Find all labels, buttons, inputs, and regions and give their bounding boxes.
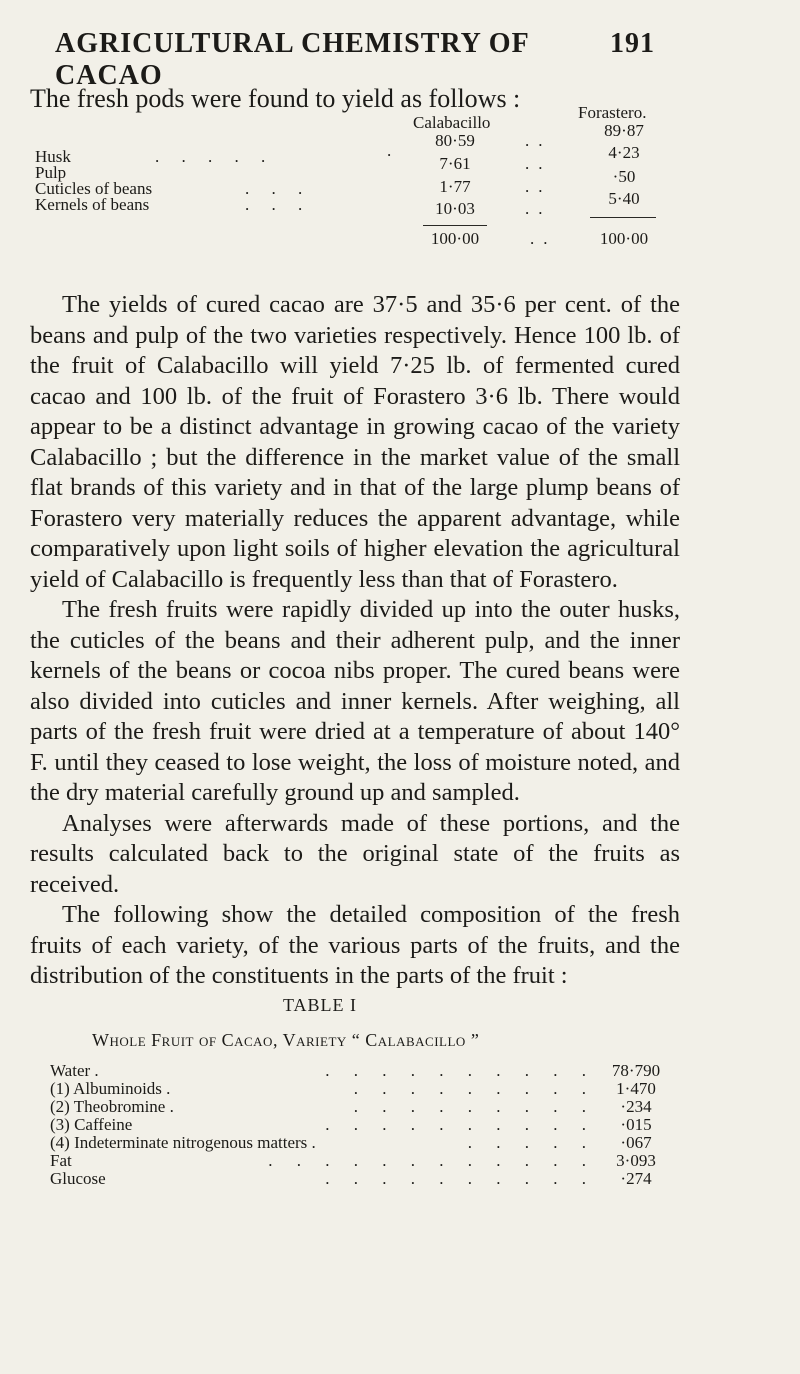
paragraph: The yields of cured cacao are 37·5 and 35·6 per cent. of the beans and pulp of the two varieties respectively. Hence 100 lb. of the fruit of Calabacillo will yield 7·25 lb. of fermented cured cacao and 100 lb. of the fruit of Forastero 3·6 lb. There would appear to be a distinct advantage in growing cacao of the variety Calabacillo ; but the difference in the market value of the small flat brands of this variety and in that of the large plump beans of Forastero very materially reduces the apparent advantage, while comparatively upon light soils of higher elevation the agricultural yield of Calabacillo is frequently less than that of Forastero. [30, 291, 680, 593]
running-head [55, 28, 655, 92]
row-label: (1) Albuminoids . [50, 1079, 171, 1098]
row-label-kernels: Kernels of beans [35, 195, 150, 214]
calabacillo-total: 100·00 [430, 229, 480, 248]
leader-dots: . . . [245, 179, 312, 198]
paragraph: Analyses were afterwards made of these portions, and the results calculated back to the original state of the fruits as received. [30, 809, 680, 898]
forastero-kernels: 5·40 [608, 189, 640, 208]
paragraph: The following show the detailed composition of the fresh fruits of each variety, of the various parts of the fruits, and the distribution of the constituents in the parts of the fruit : [30, 901, 680, 989]
row-value: 1·470 [616, 1079, 656, 1098]
table-row [50, 1098, 670, 1116]
leader-dots: . . . . . . . . . . [325, 1115, 596, 1134]
forastero-husk: 89·87 [604, 121, 644, 140]
row-value: ·234 [620, 1097, 652, 1116]
table-row [50, 1080, 670, 1098]
calabacillo-kernels: 10·03 [435, 199, 475, 218]
total-rule-forastero [590, 217, 656, 218]
row-value: ·067 [620, 1133, 652, 1152]
leader-dots: . [387, 141, 401, 160]
row-label-cuticles: Cuticles of beans [35, 179, 153, 198]
leader-dots: . . . . . . . . . . . . [268, 1151, 596, 1170]
table-row [50, 1152, 670, 1170]
total-rule-calabacillo [423, 225, 487, 226]
forastero-total: 100·00 [599, 229, 649, 248]
leader-dots: . . . . . . . . . . [325, 1061, 596, 1080]
forastero-pulp: 4·23 [608, 143, 640, 162]
leader-dots: . . . . . . . . . . [325, 1169, 596, 1188]
pods-yield-table [35, 103, 655, 277]
paragraph: The fresh fruits were rapidly divided up into the outer husks, the cuticles of the beans and their adherent pulp, and the inner kernels of the beans or cocoa nibs proper. The cured beans were also divided into cuticles and inner kernels. After weighing, all parts of the fresh fruit were dried at a temperature of about 140° F. until they ceased to lose weight, the loss of moisture noted, and the dry material carefully ground up and sampled. [30, 596, 680, 806]
table-row [50, 1134, 670, 1152]
calabacillo-husk: 80·59 [435, 131, 475, 150]
row-value: 3·093 [616, 1151, 656, 1170]
leader-dots: .. [525, 131, 552, 150]
row-label: Glucose [50, 1169, 106, 1188]
leader-dots: . . . . . [467, 1133, 596, 1152]
forastero-cuticles: ·50 [612, 167, 636, 186]
composition-table [50, 1062, 670, 1188]
running-head-title: AGRICULTURAL CHEMISTRY OF CACAO [55, 28, 529, 91]
row-value: ·274 [620, 1169, 652, 1188]
table-subtitle: Whole Fruit of Cacao, Variety “ Calabacillo ” [92, 1030, 480, 1050]
calabacillo-cuticles: 1·77 [439, 177, 471, 196]
column-header-calabacillo: Calabacillo [413, 113, 491, 132]
table-row [50, 1062, 670, 1080]
leader-dots: . . . . . . . . . [353, 1079, 596, 1098]
row-label: (4) Indeterminate nitrogenous matters . [50, 1133, 316, 1152]
row-label: Fat [50, 1151, 72, 1170]
page-number: 191 [610, 28, 655, 59]
table-row [50, 1116, 670, 1134]
leader-dots: . . . [245, 195, 312, 214]
leader-dots: .. [525, 199, 552, 218]
table-row [50, 1170, 670, 1188]
row-value: ·015 [620, 1115, 652, 1134]
row-label: Water . [50, 1061, 99, 1080]
body-text [30, 290, 680, 992]
calabacillo-pulp: 7·61 [439, 154, 471, 173]
leader-dots: . . . . . [155, 147, 275, 166]
row-label: (3) Caffeine [50, 1115, 133, 1134]
leader-dots: .. [530, 229, 557, 248]
table-title: TABLE I [282, 995, 358, 1015]
leader-dots: .. [525, 177, 552, 196]
row-label-husk: Husk [35, 147, 71, 166]
column-header-forastero: Forastero. [578, 103, 647, 122]
row-value: 78·790 [611, 1061, 661, 1080]
intro-line: The fresh pods were found to yield as follows : [30, 84, 521, 113]
leader-dots: . . . . . . . . . [353, 1097, 596, 1116]
row-label-pulp: Pulp [35, 163, 67, 182]
row-label: (2) Theobromine . [50, 1097, 174, 1116]
leader-dots: .. [525, 154, 552, 173]
